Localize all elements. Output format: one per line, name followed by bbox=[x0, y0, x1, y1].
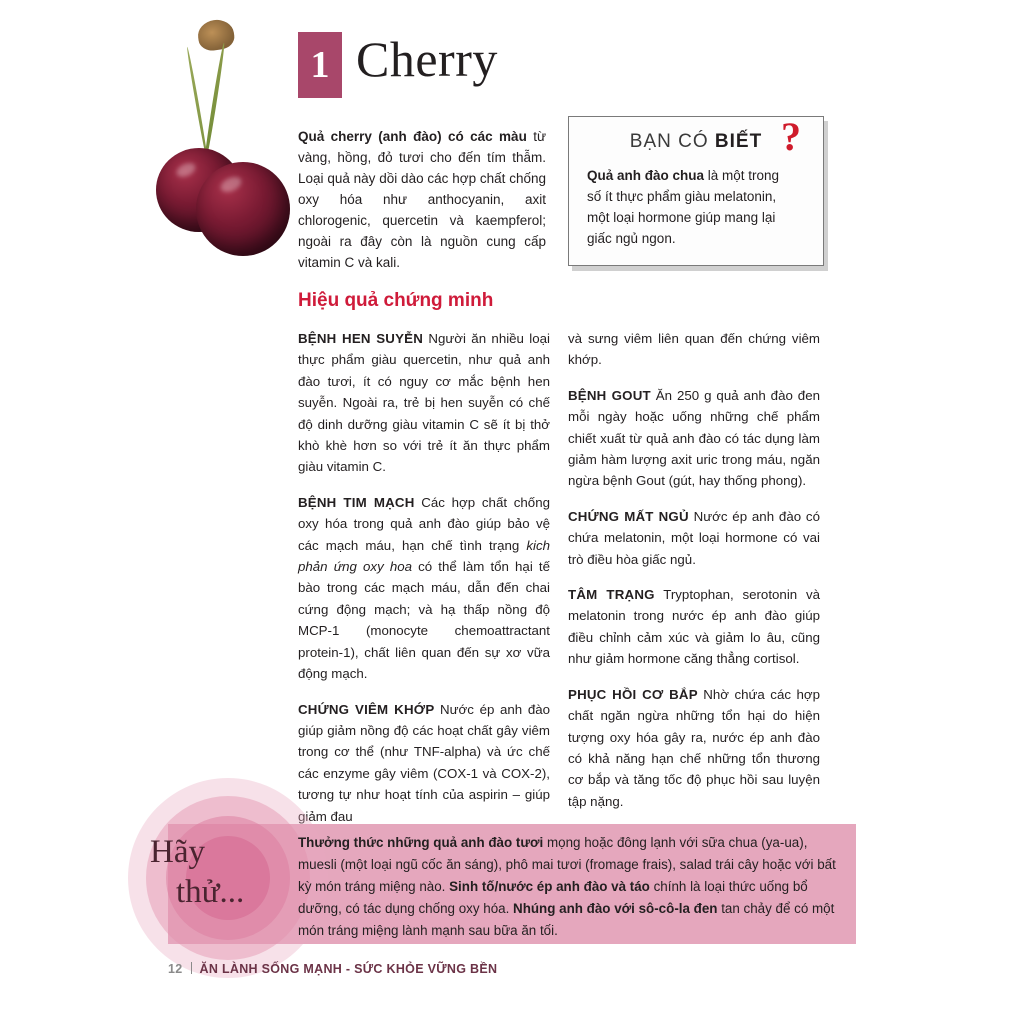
paragraph-lead: BỆNH GOUT bbox=[568, 387, 651, 403]
cherry-stem-icon bbox=[186, 47, 209, 164]
did-you-know-title-plain: BẠN CÓ bbox=[629, 131, 715, 152]
paragraph-lead: CHỨNG MẤT NGỦ bbox=[568, 508, 689, 524]
did-you-know-title-bold: BIẾT bbox=[714, 131, 763, 152]
paragraph-lead: CHỨNG VIÊM KHỚP bbox=[298, 701, 435, 717]
paragraph-gout bbox=[568, 385, 820, 492]
try-it-label-line1: Hãy bbox=[150, 834, 205, 870]
try-it-bold-1: Thưởng thức những quả anh đào tươi bbox=[298, 835, 544, 850]
try-it-text-2: chính là loại thức uống bổ dưỡng, có tác dụng chống oxy hóa. bbox=[298, 879, 808, 916]
cherry-fruit-icon bbox=[196, 162, 290, 256]
paragraph-text: và sưng viêm liên quan đến chứng viêm khớp. bbox=[568, 331, 820, 368]
paragraph-text: Nhờ chứa các hợp chất ngăn ngừa những tổn hại do hiện tượng oxy hóa gây ra, nước ép anh đào có khả năng hạn chế những tổn thương cơ bắp và tăng tốc độ phục hồi sau luyện tập nặng. bbox=[568, 686, 820, 809]
try-it-bold-3: Nhúng anh đào với sô-cô-la đen bbox=[513, 901, 718, 916]
question-mark-icon: ? bbox=[781, 114, 801, 159]
paragraph-mood bbox=[568, 584, 820, 670]
did-you-know-body-lead: Quả anh đào chua bbox=[587, 168, 705, 183]
section-heading: Hiệu quả chứng minh bbox=[298, 290, 494, 311]
paragraph-lead: BỆNH HEN SUYỄN bbox=[298, 331, 424, 346]
try-it-text-3: tan chảy để có một món tráng miệng lành mạnh sau bữa ăn tối. bbox=[298, 901, 835, 938]
page-number: 12 bbox=[168, 962, 183, 976]
chapter-number: 1 bbox=[298, 32, 342, 98]
footer-book-title: ĂN LÀNH SỐNG MẠNH - SỨC KHỎE VỮNG BỀN bbox=[199, 962, 498, 976]
try-it-label-line2: thử... bbox=[176, 874, 245, 910]
paragraph-text: Nước ép anh đào có chứa melatonin, một loại hormone có vai trò điều hòa giấc ngủ. bbox=[568, 508, 820, 567]
paragraph-lead: BỆNH TIM MẠCH bbox=[298, 494, 415, 510]
paragraph-arthritis-continued bbox=[568, 328, 820, 371]
did-you-know-box bbox=[568, 116, 824, 266]
try-it-label bbox=[150, 832, 300, 912]
paragraph-text-2: có thể làm tổn hại tế bào trong các mạch máu, dẫn đến chai cứng động mạch; và hạ thấp nồng độ MCP-1 (monocyte chemoattractant protein-1), chất liên quan đến sự xơ vữa động mạch. bbox=[298, 559, 550, 682]
body-column-left bbox=[298, 328, 550, 841]
footer-divider bbox=[191, 962, 192, 974]
chapter-title: Cherry bbox=[356, 31, 498, 87]
paragraph-text: Tryptophan, serotonin và melatonin trong nước ép anh đào giúp điều chỉnh cảm xúc và giảm lo âu, cũng như giảm hormone căng thẳng cortisol. bbox=[568, 587, 820, 667]
page-footer bbox=[168, 962, 497, 976]
paragraph-text: Các hợp chất chống oxy hóa trong quả anh đào giúp bảo vệ các mạch máu, hạn chế tình trạng bbox=[298, 494, 550, 553]
paragraph-italic: kich phản ứng oxy hoa bbox=[298, 537, 550, 575]
intro-paragraph bbox=[298, 126, 546, 273]
paragraph-text: Ăn 250 g quả anh đào đen mỗi ngày hoặc uống những chế phẩm chiết xuất từ quả anh đào có tác dụng làm giảm hàm lượng axit uric trong máu, ngăn ngừa bệnh Gout (gút, hay thống phong). bbox=[568, 387, 820, 489]
paragraph-text: Người ăn nhiều loại thực phẩm giàu quercetin, như quả anh đào tươi, ít có nguy cơ mắc bệnh hen suyễn. Ngoài ra, trẻ bị hen suyễn có chế độ dinh dưỡng giàu vitamin C sẽ ít bị thở khò khè hơn so với trẻ ít ăn thực phẩm giàu vitamin C. bbox=[298, 331, 550, 475]
try-it-bold-2: Sinh tố/nước ép anh đào và táo bbox=[449, 879, 650, 894]
paragraph-insomnia bbox=[568, 506, 820, 570]
did-you-know-body-rest: là một trong số ít thực phẩm giàu melatonin, một loại hormone giúp mang lại giấc ngủ ngon. bbox=[587, 168, 780, 246]
paragraph-lead: PHỤC HỒI CƠ BẮP bbox=[568, 686, 698, 702]
cherry-stem-top-icon bbox=[196, 18, 236, 53]
paragraph-muscle-recovery bbox=[568, 684, 820, 812]
intro-rest: từ vàng, hồng, đỏ tươi cho đến tím thẫm. Loại quả này dồi dào các hợp chất chống oxy hóa như anthocyanin, axit chlorogenic, quercetin và kaempferol; ngoài ra đây còn là nguồn cung cấp vitamin C và kali. bbox=[298, 129, 546, 270]
did-you-know-body bbox=[587, 165, 797, 249]
try-it-text-1: mọng hoặc đông lạnh với sữa chua (ya-ua), muesli (một loại ngũ cốc ăn sáng), phô mai tươi (fromage frais), salad trái cây hoặc với bất kỳ món tráng miệng nào. bbox=[298, 835, 836, 894]
try-it-text bbox=[298, 832, 843, 942]
cherry-illustration bbox=[150, 8, 290, 278]
paragraph-lead: TÂM TRẠNG bbox=[568, 587, 655, 603]
paragraph-heart-disease bbox=[298, 492, 550, 685]
paragraph-text: Nước ép anh đào giúp giảm nồng độ các hoạt chất gây viêm trong cơ thể (như TNF-alpha) và ức chế các enzyme gây viêm (COX-1 và COX-2), tương tự như hoạt tính của aspirin – giúp giảm đau bbox=[298, 701, 551, 824]
intro-lead: Quả cherry (anh đào) có các màu bbox=[298, 129, 527, 144]
body-column-right bbox=[568, 328, 820, 826]
paragraph-asthma bbox=[298, 328, 550, 478]
